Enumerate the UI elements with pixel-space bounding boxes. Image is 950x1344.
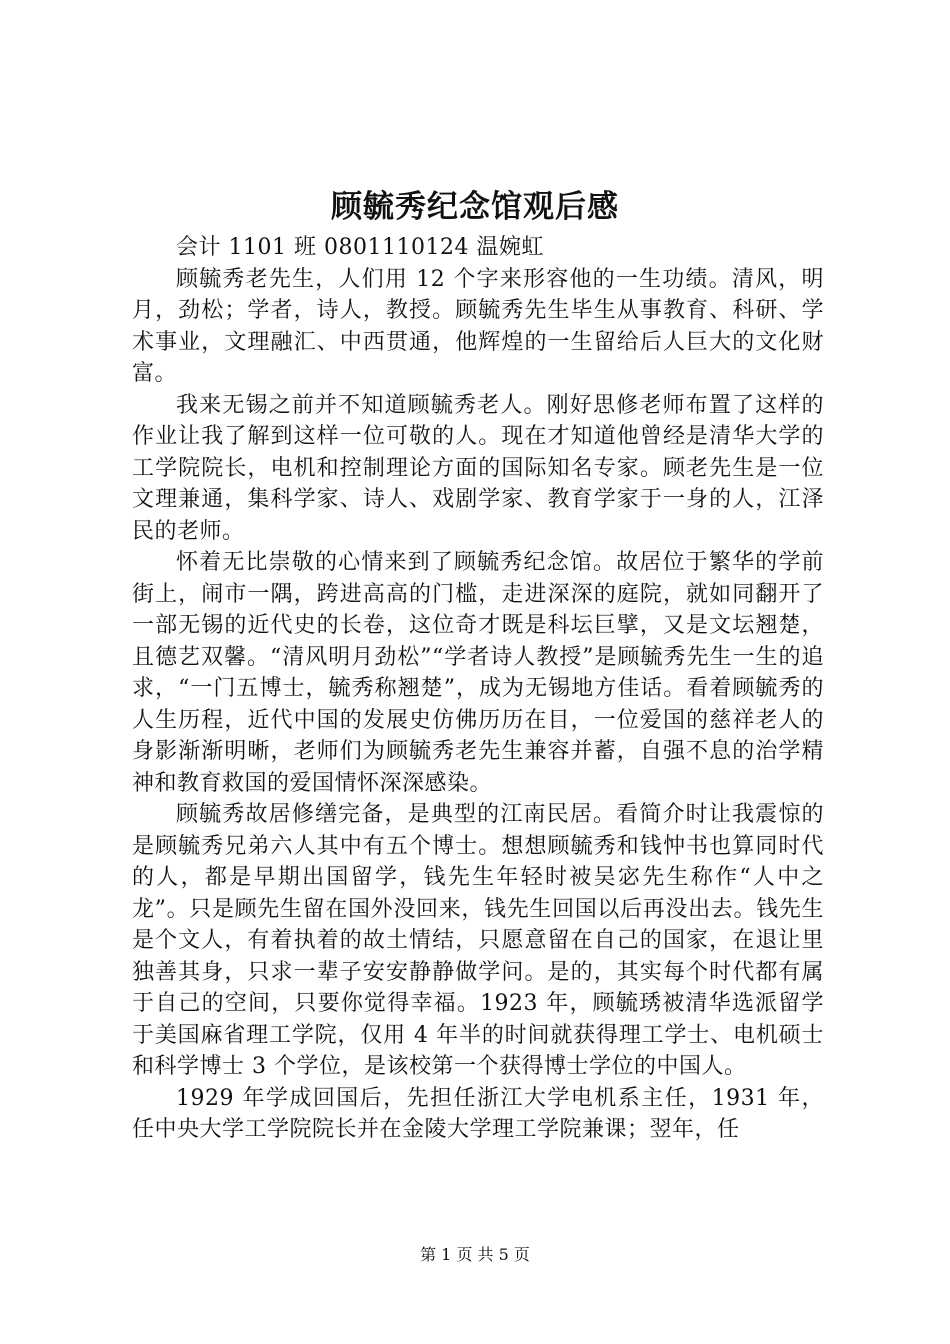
- page-number-footer: 第 1 页 共 5 页: [420, 1245, 530, 1264]
- author-line: 会计 1101 班 0801110124 温婉虹: [176, 235, 544, 260]
- paragraph-3: 怀着无比崇敬的心情来到了顾毓秀纪念馆。故居位于繁华的学前街上，闹市一隅，跨进高高的门槛，走进深深的庭院，就如同翻开了一部无锡的近代史的长卷，这位奇才既是科坛巨擘，又是文坛翘楚，且德艺双馨。“清风明月劲松”“学者诗人教授”是顾毓秀先生一生的追求，“一门五博士，毓秀称翘楚”，成为无锡地方佳话。看着顾毓秀的人生历程，近代中国的发展史仿佛历历在目，一位爱国的慈祥老人的身影渐渐明晰，老师们为顾毓秀老先生兼容并蓄，自强不息的治学精神和教育救国的爱国情怀深深感染。: [132, 550, 824, 796]
- document-body: [132, 232, 824, 1146]
- document-title: 顾毓秀纪念馆观后感: [331, 189, 619, 225]
- paragraph-1: 顾毓秀老先生，人们用 12 个字来形容他的一生功绩。清风，明月，劲松；学者，诗人，教授。顾毓秀先生毕生从事教育、科研、学术事业，文理融汇、中西贯通，他辉煌的一生留给后人巨大的文化财富。: [132, 266, 824, 386]
- paragraph-5: 1929 年学成回国后，先担任浙江大学电机系主任，1931 年，任中央大学工学院院长并在金陵大学理工学院兼课；翌年，任: [132, 1085, 824, 1142]
- paragraph-4: 顾毓秀故居修缮完备，是典型的江南民居。看简介时让我震惊的是顾毓秀兄弟六人其中有五个博士。想想顾毓秀和钱忡书也算同时代的人，都是早期出国留学，钱先生年轻时被吴宓先生称作“人中之龙”。只是顾先生留在国外没回来，钱先生回国以后再没出去。钱先生是个文人，有着执着的故土情结，只愿意留在自己的国家，在退让里独善其身，只求一辈子安安静静做学问。是的，其实每个时代都有属于自己的空间，只要你觉得幸福。1923 年，顾毓琇被清华选派留学于美国麻省理工学院，仅用 4 年半的时间就获得理工学士、电机硕士和科学博士 3 个学位，是该校第一个获得博士学位的中国人。: [132, 802, 824, 1079]
- paragraph-2: 我来无锡之前并不知道顾毓秀老人。刚好思修老师布置了这样的作业让我了解到这样一位可敬的人。现在才知道他曾经是清华大学的工学院院长，电机和控制理论方面的国际知名专家。顾老先生是一位文理兼通，集科学家、诗人、戏剧学家、教育学家于一身的人，江泽民的老师。: [132, 392, 824, 544]
